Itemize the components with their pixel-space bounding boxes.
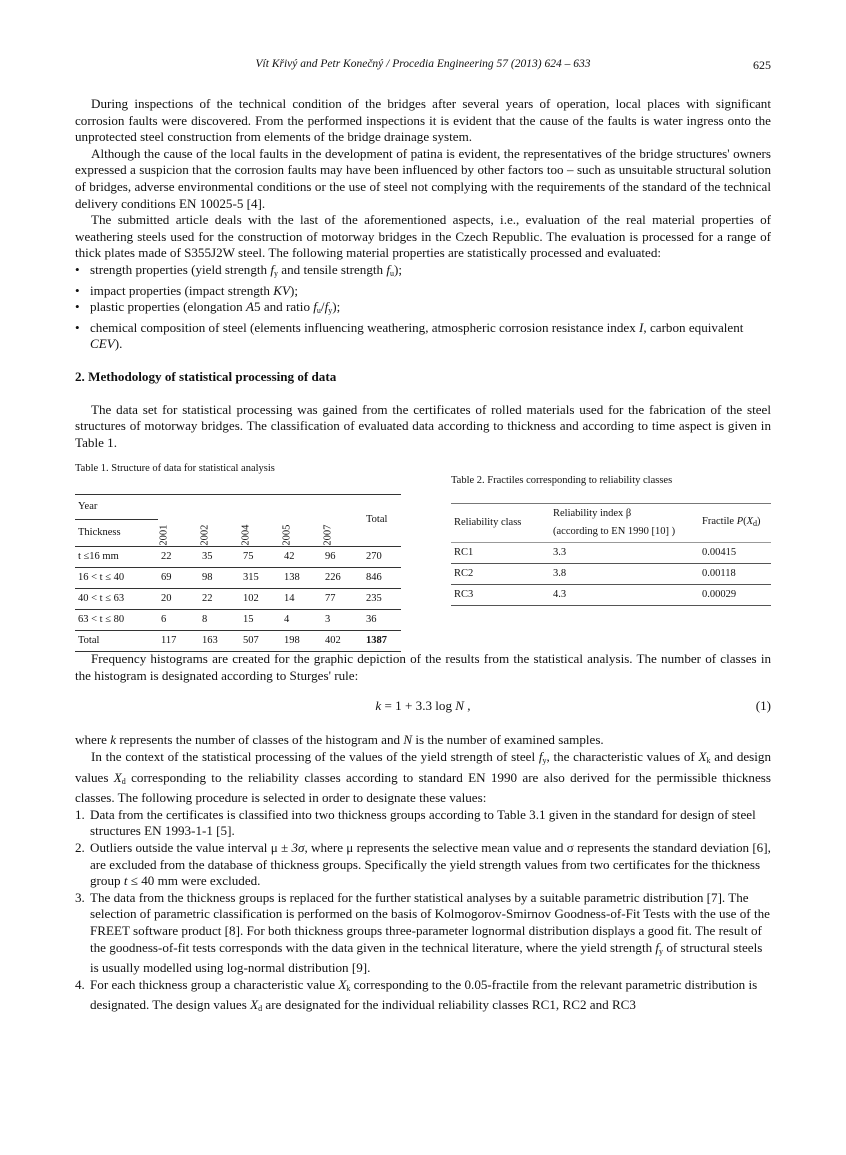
table-row: 16 < t ≤ 40 69 98 315 138 226 846 xyxy=(75,567,401,588)
list-item: • impact properties (impact strength KV); xyxy=(75,283,771,300)
header-reliability-class: Reliability class xyxy=(451,503,550,542)
running-header xyxy=(75,58,771,74)
article-body xyxy=(75,96,771,1018)
paragraph-context: In the context of the statistical processing of the values of the yield strength of steel $f_y$, the characteristic values of $X_k$ and design values $X_d$ corresponding to the reliability classes according to standard EN 1990 are also derived for the permissible thickness classes. The following procedure is selected in order to designate these values: xyxy=(75,749,772,806)
list-item: 1. Data from the certificates is classified into two thickness groups according to Table 3.1 given in the standard for design of steel structures EN 1993-1-1 [5]. xyxy=(75,806,756,839)
tables-area xyxy=(75,461,771,651)
list-item: 3. The data from the thickness groups is replaced for the further statistical analyses by a suitable parametric distribution [7]. The selection of parametric classification is performed on the basis of Kolmogorov-Smirnov Goodness-of-Fit Tests with the use of the FREET software product [8]. For both thickness groups three-parameter lognormal distribution displays a good fit. The result of the goodness-of-fit tests corresponds with the data given in the technical literature, where the yield strength $f_y$ of structural steels is usually modelled using log-normal distribution [9]. xyxy=(75,889,770,976)
table-1-grid xyxy=(75,494,401,652)
table-2-caption: Table 2. Fractiles corresponding to reliability classes xyxy=(451,475,673,487)
list-item: • chemical composition of steel (elements influencing weathering, atmospheric corrosion resistance index I, carbon equivalent CEV). xyxy=(75,320,771,353)
header-year-2004: 2004 xyxy=(240,494,281,546)
list-item: • plastic properties (elongation A5 and ratio $f_u/f_y$); xyxy=(75,299,771,320)
list-item: 2. Outliers outside the value interval μ ± 3σ, where μ represents the selective mean value and σ represents the standard deviation [6], are excluded from the database of thickness groups. Specifically the yield strength values from two certificates for the thickness group t ≤ 40 mm were excluded. xyxy=(75,840,771,889)
table-row: 40 < t ≤ 63 20 22 102 14 77 235 xyxy=(75,588,401,609)
header-year-2001: 2001 xyxy=(158,494,199,546)
table-row: RC1 3.3 0.00415 xyxy=(451,542,771,563)
header-year-2002: 2002 xyxy=(199,494,240,546)
header-reliability-index: Reliability index β (according to EN 1990 [10] ) xyxy=(550,503,699,542)
paragraph-histograms: Frequency histograms are created for the graphic depiction of the results from the statistical analysis. The number of classes in the histogram is designated according to Sturges' rule: xyxy=(75,651,771,683)
header-year-2007: 2007 xyxy=(322,494,363,546)
paragraph-where: where k represents the number of classes of the histogram and N is the number of examined samples. xyxy=(75,732,604,748)
running-title: Vít Křivý and Petr Konečný / Procedia Engineering 57 (2013) 624 – 633 xyxy=(255,58,591,70)
header-thickness: Thickness xyxy=(75,519,158,546)
table-2-grid xyxy=(451,503,771,606)
table-2 xyxy=(451,473,771,606)
paragraph-submitted-article: The submitted article deals with the last of the aforementioned aspects, i.e., evaluation of the real material properties of weathering steels used for the construction of motorway bridges in the Czech Republic. The evaluation is processed for a range of thick plates made of S355J2W steel. The following material properties are statistically processed and evaluated: xyxy=(75,212,771,261)
paragraph-inspections: During inspections of the technical condition of the bridges after several years of operation, local places with significant corrosion faults were discovered. From the performed inspections it is evident that the cause of the faults is water ingress onto the unprotected steel construction from elements of the bridge drainage system. xyxy=(75,96,771,145)
header-year-2005: 2005 xyxy=(281,494,322,546)
list-item: • strength properties (yield strength $f_y$ and tensile strength $f_u$); xyxy=(75,262,771,283)
equation-body: k = 1 + 3.3 log N , xyxy=(375,698,471,714)
table-row-total: Total 117 163 507 198 402 1387 xyxy=(75,630,401,651)
table-1 xyxy=(75,461,401,652)
list-item: 4. For each thickness group a characteristic value $X_k$ corresponding to the 0.05-fractile from the relevant parametric distribution is designated. The design values $X_d$ are designated for the individual reliability classes RC1, RC2 and RC3 xyxy=(75,976,758,1014)
section-heading: 2. Methodology of statistical processing of data xyxy=(75,368,337,384)
table-1-caption: Table 1. Structure of data for statistical analysis xyxy=(75,463,275,475)
header-total: Total xyxy=(363,494,401,546)
table-row: t ≤16 mm 22 35 75 42 96 270 xyxy=(75,546,401,567)
equation-number: (1) xyxy=(755,698,771,714)
paragraph-data-set: The data set for statistical processing was gained from the certificates of rolled materials used for the fabrication of the steel structures of motorway bridges. The classification of evaluated data according to thickness and according to time aspect is given in Table 1. xyxy=(75,401,771,450)
procedure-list xyxy=(75,807,771,1018)
properties-list xyxy=(75,262,771,353)
header-fractile: Fractile $P(X_d)$ xyxy=(699,503,771,542)
table-row: RC2 3.8 0.00118 xyxy=(451,563,771,584)
page-number: 625 xyxy=(753,58,771,72)
table-row: 63 < t ≤ 80 6 8 15 4 3 36 xyxy=(75,609,401,630)
table-row: RC3 4.3 0.00029 xyxy=(451,584,771,605)
grand-total: 1387 xyxy=(363,630,401,651)
equation-sturges xyxy=(75,698,771,718)
header-year: Year xyxy=(75,494,158,519)
paragraph-suspicion: Although the cause of the local faults in the development of patina is evident, the representatives of the bridge structures' owners expressed a suspicion that the corrosion faults may have been influenced by other factors too – such as unsuitable structural solution of bridges, adverse environmental conditions or the use of steel not complying with the requirements of the standard of the technical delivery conditions EN 10025-5 [4]. xyxy=(75,145,771,211)
